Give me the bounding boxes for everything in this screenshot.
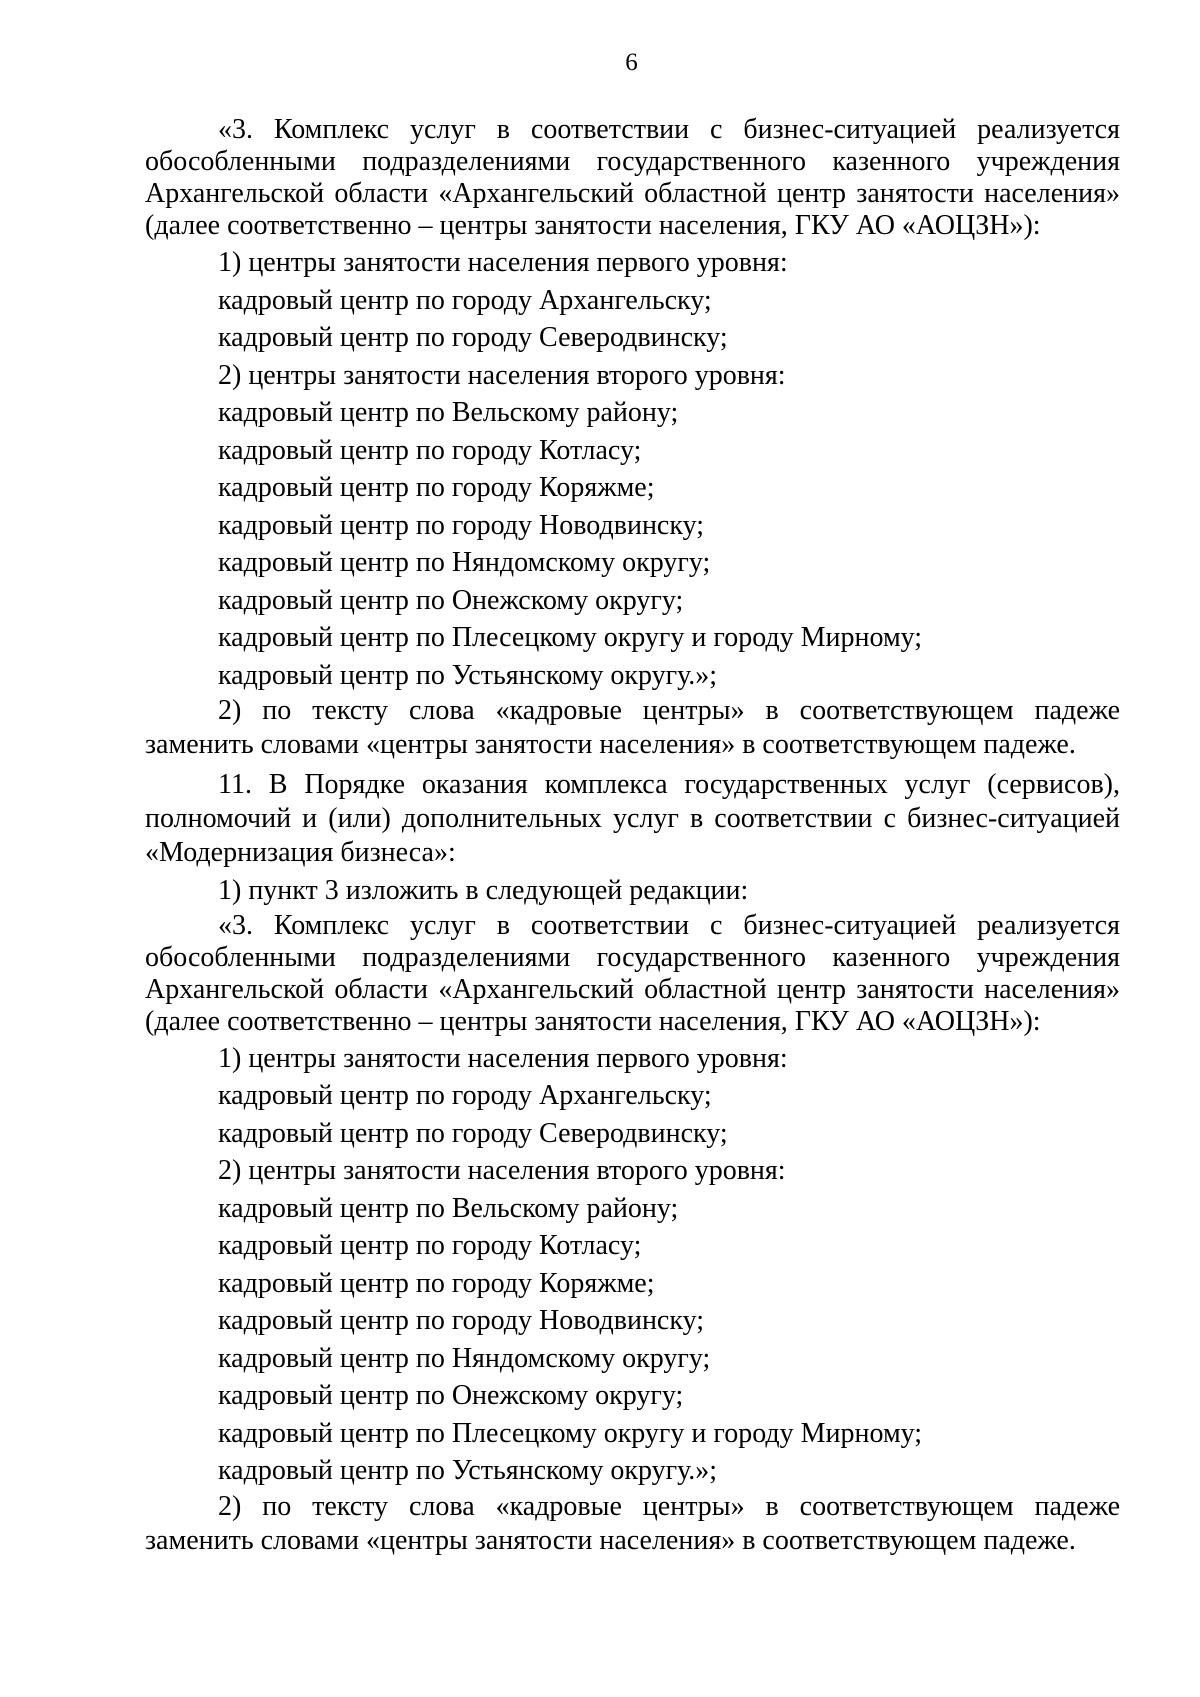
section-b-level2-item: кадровый центр по городу Коряжме; — [218, 1267, 655, 1299]
section-a-level2-item: кадровый центр по городу Коряжме; — [218, 472, 655, 503]
section-b-replace-clause: 2) по тексту слова «кадровые центры» в соответствующем падеже заменить словами «центры занятости населения» в соответствующем падеже. — [145, 1490, 1120, 1556]
section-b-level1-heading: 1) центры занятости населения первого уровня: — [218, 1042, 788, 1074]
section-a-level2-item: кадровый центр по Вельскому району; — [218, 397, 679, 428]
section-b-level2-item: кадровый центр по Вельскому району; — [218, 1192, 679, 1224]
section-a-level1-item: кадровый центр по городу Северодвинску; — [218, 322, 728, 353]
section-a-level2-item: кадровый центр по Плесецкому округу и городу Мирному; — [218, 622, 923, 653]
section-b-level1-item: кадровый центр по городу Архангельску; — [218, 1080, 712, 1111]
item-11-sub-1: 1) пункт 3 изложить в следующей редакции: — [218, 875, 749, 906]
section-a-level2-item: кадровый центр по Устьянскому округу.»; — [218, 659, 718, 691]
section-b-level2-item: кадровый центр по Онежскому округу; — [218, 1380, 684, 1411]
section-a-level2-item: кадровый центр по городу Котласу; — [218, 434, 642, 466]
page-number: 6 — [625, 49, 638, 76]
section-b-level2-item: кадровый центр по городу Новодвинску; — [218, 1305, 704, 1336]
section-b-level2-item: кадровый центр по Устьянскому округу.»; — [218, 1455, 718, 1486]
section-b-level2-item: кадровый центр по Няндомскому округу; — [218, 1342, 711, 1374]
item-11-text: 11. В Порядке оказания комплекса государственных услуг (сервисов), полномочий и (или) дополнительных услуг в соответствии с бизнес-ситуацией «Модернизация бизнеса»: — [145, 769, 1120, 868]
section-a-level2-item: кадровый центр по Онежскому округу; — [218, 584, 684, 616]
section-a-level2-item: кадровый центр по городу Новодвинску; — [218, 509, 704, 541]
section-a-level1-heading: 1) центры занятости населения первого уровня: — [218, 247, 788, 278]
document-body — [145, 114, 1120, 1558]
section-a-level1-item: кадровый центр по городу Архангельску; — [218, 284, 712, 316]
item-11 — [145, 768, 1120, 910]
section-b-level1-item: кадровый центр по городу Северодвинску; — [218, 1117, 728, 1149]
section-b-intro: «3. Комплекс услуг в соответствии с бизнес-ситуацией реализуется обособленными подразделениями государственного казенного учреждения Архангельской области «Архангельский областной центр занятости населения» (далее соответственно – центры занятости населения, ГКУ АО «АОЦЗН»): — [145, 909, 1120, 1037]
section-b-level2-heading: 2) центры занятости населения второго уровня: — [218, 1155, 786, 1186]
section-a-level2-item: кадровый центр по Няндомскому округу; — [218, 547, 711, 578]
section-a — [145, 114, 1120, 762]
section-a-level2-heading: 2) центры занятости населения второго уровня: — [218, 359, 786, 391]
section-b-level2-item: кадровый центр по Плесецкому округу и городу Мирному; — [218, 1417, 923, 1449]
section-a-replace-clause: 2) по тексту слова «кадровые центры» в соответствующем падеже заменить словами «центры занятости населения» в соответствующем падеже. — [145, 695, 1120, 760]
section-b-level2-item: кадровый центр по городу Котласу; — [218, 1230, 642, 1261]
section-a-intro: «3. Комплекс услуг в соответствии с бизнес-ситуацией реализуется обособленными подразделениями государственного казенного учреждения Архангельской области «Архангельский областной центр занятости населения» (далее соответственно – центры занятости населения, ГКУ АО «АОЦЗН»): — [145, 114, 1120, 241]
section-b — [145, 910, 1120, 1558]
